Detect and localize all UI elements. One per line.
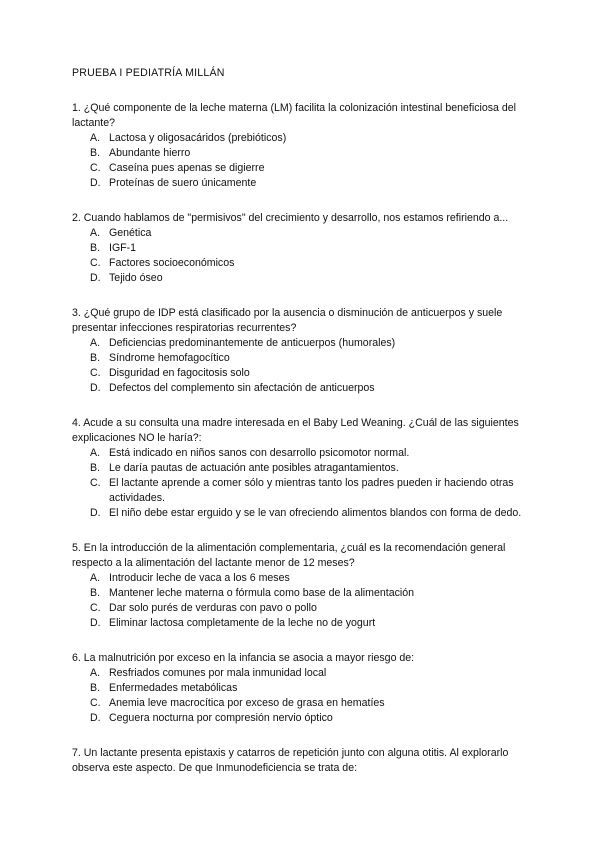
option-letter: A. <box>90 447 101 459</box>
question-text: 1. ¿Qué componente de la leche materna (LM) facilita la colonización intestinal beneficiosa del lactante? <box>72 102 517 129</box>
document-title: PRUEBA I PEDIATRÍA MILLÁN <box>72 67 225 79</box>
question-list <box>72 101 542 776</box>
option-letter: C. <box>90 367 101 379</box>
answer-option <box>72 161 542 176</box>
option-letter: A. <box>90 337 101 349</box>
option-letter: B. <box>90 462 101 474</box>
option-text: Proteínas de suero únicamente <box>109 177 257 189</box>
option-letter: A. <box>90 667 101 679</box>
answer-options <box>72 226 542 286</box>
answer-options <box>72 131 542 191</box>
question-block <box>72 416 542 521</box>
option-letter: D. <box>90 507 101 519</box>
answer-option <box>72 666 542 681</box>
question-text: 6. La malnutrición por exceso en la infancia se asocia a mayor riesgo de: <box>72 652 415 664</box>
answer-option <box>72 446 542 461</box>
question-text: 3. ¿Qué grupo de IDP está clasificado por la ausencia o disminución de anticuerpos y suele presentar infecciones respiratorias recurrentes? <box>72 307 503 334</box>
option-letter: D. <box>90 617 101 629</box>
answer-option <box>72 461 542 476</box>
question-block <box>72 306 542 396</box>
option-letter: A. <box>90 572 101 584</box>
answer-option <box>72 336 542 351</box>
answer-option <box>72 696 542 711</box>
answer-option <box>72 351 542 366</box>
question-block <box>72 541 542 631</box>
option-text: Enfermedades metabólicas <box>109 682 238 694</box>
answer-options <box>72 571 542 631</box>
option-letter: B. <box>90 587 101 599</box>
answer-option <box>72 601 542 616</box>
option-letter: B. <box>90 682 101 694</box>
answer-option <box>72 711 542 726</box>
option-text: Lactosa y oligosacáridos (prebióticos) <box>109 132 287 144</box>
answer-option <box>72 681 542 696</box>
option-letter: C. <box>90 257 101 269</box>
answer-option <box>72 506 542 521</box>
question-text: 4. Acude a su consulta una madre interesada en el Baby Led Weaning. ¿Cuál de las siguientes explicaciones NO le haría?: <box>72 417 519 444</box>
option-letter: C. <box>90 602 101 614</box>
option-text: Caseína pues apenas se digierre <box>109 162 265 174</box>
option-text: Deficiencias predominantemente de anticuerpos (humorales) <box>109 337 396 349</box>
option-text: Genética <box>109 227 152 239</box>
option-text: Le daría pautas de actuación ante posibles atragantamientos. <box>109 462 399 474</box>
answer-option <box>72 271 542 286</box>
question-text: 2. Cuando hablamos de "permisivos" del crecimiento y desarrollo, nos estamos refiriendo a... <box>72 212 509 224</box>
option-text: Introducir leche de vaca a los 6 meses <box>109 572 290 584</box>
option-text: El lactante aprende a comer sólo y mientras tanto los padres pueden ir haciendo otras actividades. <box>109 477 514 504</box>
option-text: El niño debe estar erguido y se le van ofreciendo alimentos blandos con forma de dedo. <box>109 507 522 519</box>
option-text: Mantener leche materna o fórmula como base de la alimentación <box>109 587 415 599</box>
option-letter: D. <box>90 712 101 724</box>
option-letter: A. <box>90 227 101 239</box>
answer-option <box>72 571 542 586</box>
answer-option <box>72 586 542 601</box>
option-letter: B. <box>90 147 101 159</box>
option-text: Anemia leve macrocítica por exceso de grasa en hematíes <box>109 697 385 709</box>
option-text: IGF-1 <box>109 242 137 254</box>
option-letter: C. <box>90 697 101 709</box>
option-letter: A. <box>90 132 101 144</box>
option-letter: D. <box>90 177 101 189</box>
option-letter: B. <box>90 242 101 254</box>
option-letter: C. <box>90 162 101 174</box>
option-text: Abundante hierro <box>109 147 191 159</box>
answer-options <box>72 446 542 521</box>
option-text: Eliminar lactosa completamente de la leche no de yogurt <box>109 617 376 629</box>
option-text: Está indicado en niños sanos con desarrollo psicomotor normal. <box>109 447 410 459</box>
answer-options <box>72 336 542 396</box>
answer-option <box>72 241 542 256</box>
option-text: Síndrome hemofagocítico <box>109 352 230 364</box>
question-block <box>72 211 542 286</box>
option-letter: B. <box>90 352 101 364</box>
option-letter: D. <box>90 272 101 284</box>
option-letter: C. <box>90 477 101 489</box>
option-text: Ceguera nocturna por compresión nervio óptico <box>109 712 333 724</box>
answer-option <box>72 226 542 241</box>
answer-option <box>72 131 542 146</box>
answer-options <box>72 666 542 726</box>
answer-option <box>72 256 542 271</box>
option-letter: D. <box>90 382 101 394</box>
document-page <box>72 66 542 796</box>
question-block <box>72 746 542 776</box>
option-text: Resfriados comunes por mala inmunidad local <box>109 667 327 679</box>
option-text: Dar solo purés de verduras con pavo o pollo <box>109 602 317 614</box>
answer-option <box>72 146 542 161</box>
option-text: Disguridad en fagocitosis solo <box>109 367 250 379</box>
answer-option <box>72 381 542 396</box>
question-block <box>72 101 542 191</box>
option-text: Tejido óseo <box>109 272 163 284</box>
question-text: 7. Un lactante presenta epistaxis y catarros de repetición junto con alguna otitis. Al explorarlo observa este aspecto. De que Inmunodeficiencia se trata de: <box>72 747 509 774</box>
answer-option <box>72 476 542 506</box>
option-text: Defectos del complemento sin afectación de anticuerpos <box>109 382 375 394</box>
option-text: Factores socioeconómicos <box>109 257 235 269</box>
answer-option <box>72 176 542 191</box>
question-block <box>72 651 542 726</box>
answer-option <box>72 616 542 631</box>
question-text: 5. En la introducción de la alimentación complementaria, ¿cuál es la recomendación general respecto a la alimentación del lactante menor de 12 meses? <box>72 542 506 569</box>
answer-option <box>72 366 542 381</box>
